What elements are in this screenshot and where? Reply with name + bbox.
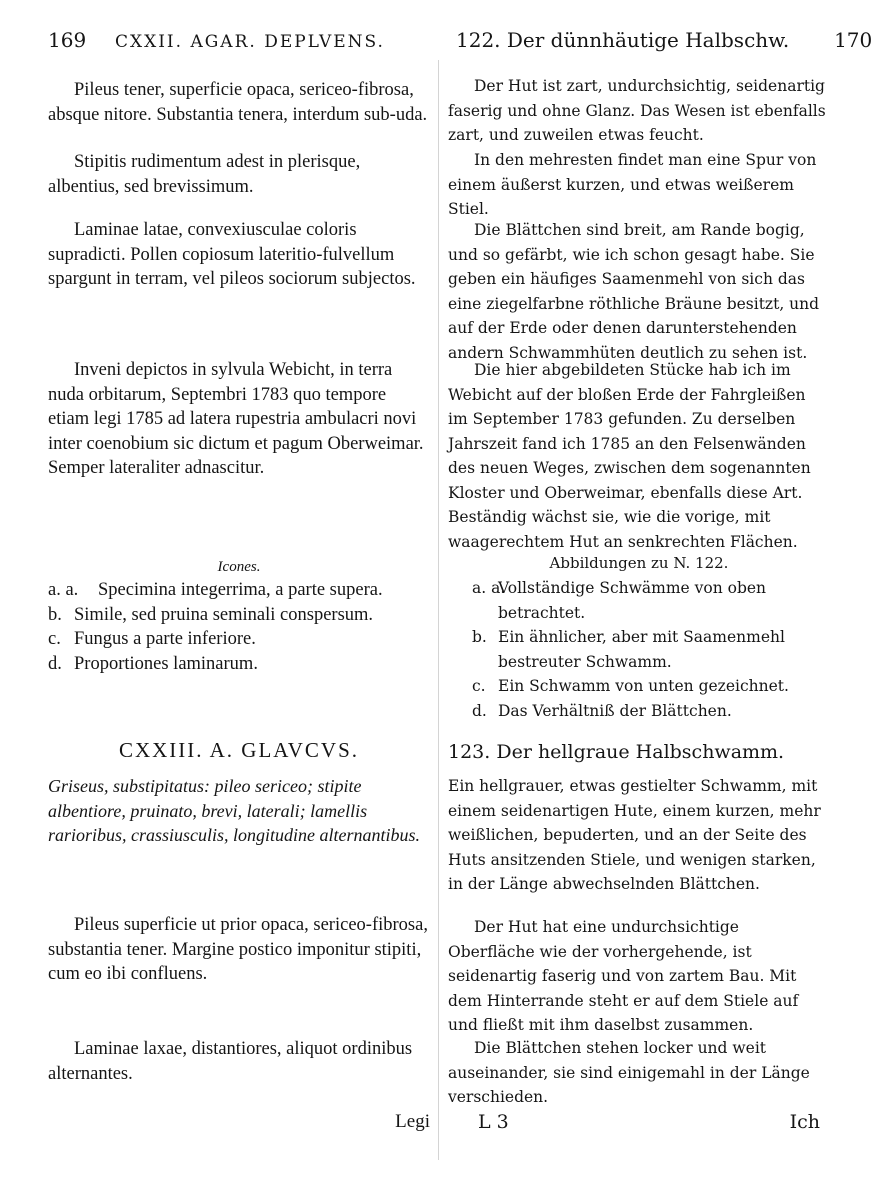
diagnosis-german: Ein hellgrauer, etwas gestielter Schwamm, mit einem seidenartigen Hute, einem kurzen, mehr weißlichen, bepuderten, und an der Seite des Huts ansitzenden Stiele, und wenigen starken, in der Länge abwechselnden Blättchen. — [448, 777, 821, 893]
list-text: Das Verhältniß der Blättchen. — [498, 701, 732, 720]
icones-list — [48, 578, 430, 676]
right-running-head — [456, 28, 872, 53]
list-key: c. — [48, 629, 61, 649]
list-key: c. — [472, 677, 486, 695]
right-catchword: Ich — [789, 1111, 820, 1133]
right-running-title: 122. Der dünnhäutige Halbschw. — [456, 28, 790, 52]
list-text: Vollständige Schwämme von oben betrachtet. — [498, 579, 767, 622]
abbildungen-title: Abbildungen zu N. 122. — [549, 554, 729, 572]
abbildungen-list — [448, 576, 830, 723]
list-text: Simile, sed pruina seminali conspersum. — [74, 604, 374, 625]
list-item — [448, 576, 830, 625]
list-item — [448, 699, 830, 724]
blaettchen2-paragraph: Die Blättchen stehen locker und weit auseinander, sie sind einigemahl in der Länge verschieden. — [448, 1039, 810, 1106]
left-running-head — [48, 28, 385, 52]
hut2-paragraph: Der Hut hat eine undurchsichtige Oberfläche wie der vorhergehende, ist seidenartig faserig und von zartem Bau. Mit dem Hinterrande steht er auf dem Stiele auf und fließt mit ihm daselbst zusammen. — [448, 918, 799, 1034]
icones-title: Icones. — [217, 559, 261, 575]
list-item — [448, 625, 830, 674]
list-key: b. — [48, 604, 62, 625]
list-key: a. a. — [472, 579, 506, 597]
laminae2-paragraph: Laminae laxae, distantiores, aliquot ordinibus alternantes. — [48, 1039, 413, 1084]
inveni-paragraph: Inveni depictos in sylvula Webicht, in terra nuda orbitarum, Septembri 1783 quo tempore etiam legi 1785 ad latera rupestria ambulacri novi inter coenobium sic dictum et pagum Oberweimar. Semper lateraliter adnascitur. — [48, 360, 424, 478]
section-title-123: 123. Der hellgraue Halbschwamm. — [448, 741, 785, 763]
pileus2-paragraph: Pileus superficie ut prior opaca, sericeo-fibrosa, substantia tener. Margine postico imponitur stipiti, cum eo ibi confluens. — [48, 915, 428, 984]
list-text: Fungus a parte inferiore. — [74, 629, 256, 649]
left-page-number: 169 — [48, 28, 87, 52]
list-item — [48, 627, 430, 652]
pileus-paragraph: Pileus tener, superficie opaca, sericeo-fibrosa, absque nitore. Substantia tenera, interdum sub-uda. — [48, 80, 428, 125]
list-key: b. — [472, 628, 487, 646]
diagnosis-latin: Griseus, substipitatus: pileo sericeo; stipite albentiore, pruinato, brevi, laterali; lamellis rarioribus, crassiusculis, longitudine alternantibus. — [48, 776, 421, 845]
hut-paragraph: Der Hut ist zart, undurchsichtig, seidenartig faserig und ohne Glanz. Das Wesen ist ebenfalls zart, und zuweilen etwas feucht. — [448, 77, 826, 144]
left-running-title: CXXII. AGAR. DEPLVENS. — [115, 32, 385, 52]
right-page-number: 170 — [834, 28, 872, 52]
stiel-paragraph: In den mehresten findet man eine Spur von einem äußerst kurzen, und etwas weißerem Stiel. — [448, 151, 817, 218]
list-item — [48, 603, 430, 628]
list-item — [448, 674, 830, 699]
blaettchen-paragraph: Die Blättchen sind breit, am Rande bogig, und so gefärbt, wie ich schon gesagt habe. Sie geben ein häufiges Saamenmehl von sich das eine ziegelfarbne röthliche Bräune besitzt, und auf der Erde oder denen darunterstehenden andern Schwammhüten deutlich zu sehen ist. — [448, 221, 820, 362]
laminae-paragraph: Laminae latae, convexiusculae coloris supradicti. Pollen copiosum lateritio-fulvellum spargunt in terram, vel pileos sociorum subjectos. — [48, 220, 416, 289]
list-text: Proportiones laminarum. — [74, 653, 258, 674]
list-item — [48, 578, 430, 603]
fundort-paragraph: Die hier abgebildeten Stücke hab ich im Webicht auf der bloßen Erde der Fahrgleißen im September 1783 gefunden. Zu derselben Jahrszeit fand ich 1785 an den Felsenwänden des neuen Weges, zwischen dem sogenannten Kloster und Oberweimar, ebenfalls diese Art. Beständig wächst sie, wie die vorige, mit waagerechtem Hut an senkrechten Flächen. — [448, 361, 811, 551]
gutter-divider — [438, 60, 439, 1160]
stipitis-paragraph: Stipitis rudimentum adest in plerisque, albentius, sed brevissimum. — [48, 152, 361, 197]
list-item — [48, 652, 430, 677]
section-title-cxxiii: CXXIII. A. GLAVCVS. — [118, 738, 360, 762]
list-key: a. a. — [48, 580, 79, 600]
list-text: Ein ähnlicher, aber mit Saamenmehl bestreuter Schwamm. — [498, 628, 785, 671]
list-key: d. — [472, 701, 487, 720]
signature-mark: L 3 — [478, 1111, 509, 1133]
list-text: Specimina integerrima, a parte supera. — [98, 580, 383, 600]
list-key: d. — [48, 653, 62, 674]
list-text: Ein Schwamm von unten gezeichnet. — [498, 677, 789, 695]
left-catchword: Legi — [395, 1111, 430, 1132]
